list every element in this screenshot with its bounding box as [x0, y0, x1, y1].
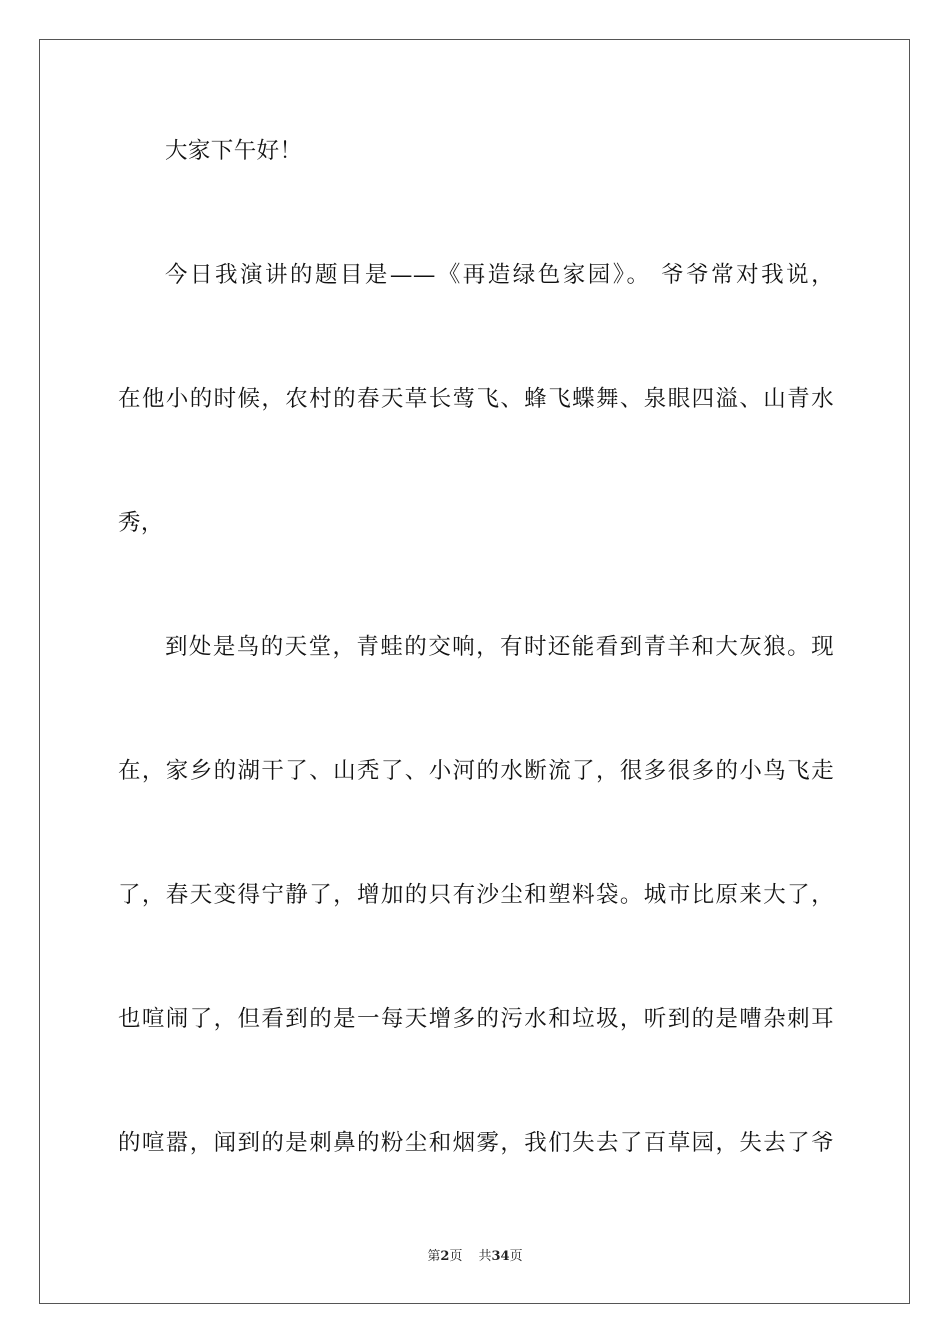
paragraph-line: 今日我演讲的题目是——《再造绿色家园》。 爷爷常对我说， — [165, 262, 834, 288]
page-footer — [0, 1248, 950, 1266]
total-pages: 34 — [491, 1249, 510, 1264]
total-prefix: 共 — [478, 1249, 492, 1264]
page-frame — [39, 39, 910, 1304]
greeting-line: 大家下午好！ — [165, 138, 303, 164]
paragraph-line: 到处是鸟的天堂，青蛙的交响，有时还能看到青羊和大灰狼。现 — [165, 634, 834, 660]
paragraph-line: 了，春天变得宁静了，增加的只有沙尘和塑料袋。城市比原来大了， — [118, 882, 834, 908]
page-number: 2 — [440, 1249, 450, 1264]
paragraph-line: 的喧嚣，闻到的是刺鼻的粉尘和烟雾，我们失去了百草园，失去了爷 — [118, 1130, 834, 1156]
page-suffix: 页 — [449, 1249, 463, 1264]
paragraph-line: 也喧闹了，但看到的是一每天增多的污水和垃圾，听到的是嘈杂刺耳 — [118, 1006, 834, 1032]
paragraph-line: 在他小的时候，农村的春天草长莺飞、蜂飞蝶舞、泉眼四溢、山青水 — [118, 386, 834, 412]
paragraph-line: 秀， — [118, 510, 164, 536]
total-suffix: 页 — [509, 1249, 523, 1264]
paragraph-line: 在，家乡的湖干了、山秃了、小河的水断流了，很多很多的小鸟飞走 — [118, 758, 834, 784]
page-prefix: 第 — [427, 1249, 441, 1264]
